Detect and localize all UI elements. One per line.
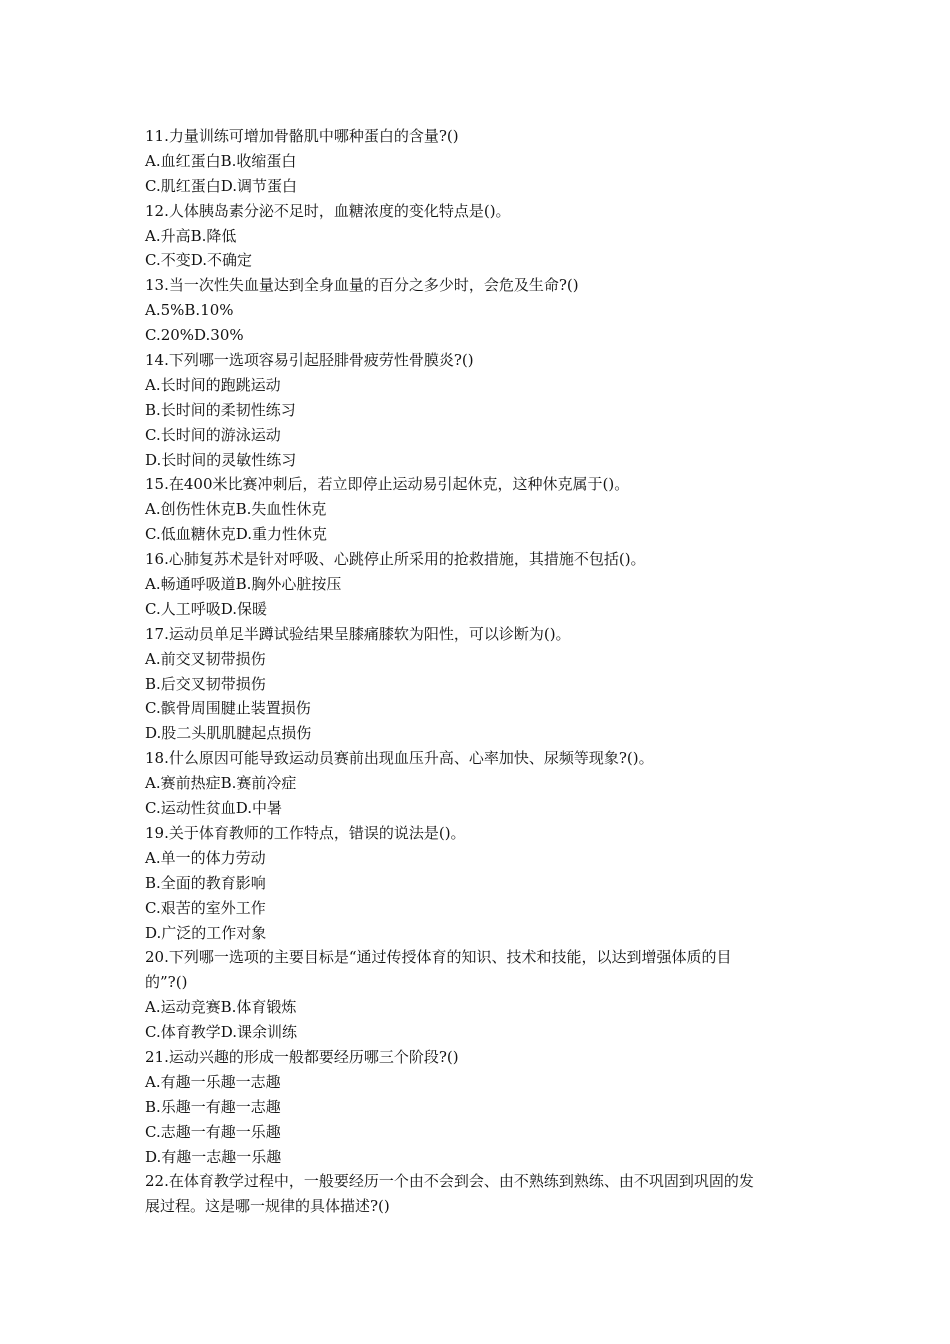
option-line: D.长时间的灵敏性练习 [145,450,297,469]
option-line: C.20%D.30% [145,326,244,345]
question-17: 17.运动员单足半蹲试验结果呈膝痛膝软为阳性，可以诊断为()。 [145,624,571,643]
question-16: 16.心肺复苏术是针对呼吸、心跳停止所采用的抢救措施，其措施不包括()。 [145,550,646,569]
question-11: 11.力量训练可增加骨骼肌中哪种蛋白的含量?() [145,127,459,145]
option-line: C.不变D.不确定 [145,251,252,270]
option-line: C.肌红蛋白D.调节蛋白 [145,176,297,195]
option-line: C.髌骨周围腱止装置损伤 [145,699,311,718]
document-page [145,124,815,1219]
option-line: A.长时间的跑跳运动 [145,375,281,394]
option-line: C.体育教学D.课余训练 [145,1023,297,1042]
option-line: C.运动性贫血D.中暑 [145,799,282,818]
question-14: 14.下列哪一选项容易引起胫腓骨疲劳性骨膜炎?() [145,351,474,370]
option-line: B.全面的教育影响 [145,873,266,892]
question-19: 19.关于体育教师的工作特点，错误的说法是()。 [145,823,466,842]
option-line: A.畅通呼吸道B.胸外心脏按压 [145,575,342,594]
option-line: A.前交叉韧带损伤 [145,649,266,668]
option-line: A.有趣一乐趣一志趣 [145,1072,281,1091]
option-line: C.人工呼吸D.保暖 [145,599,267,618]
option-line: A.创伤性休克B.失血性休克 [145,500,327,519]
question-18: 18.什么原因可能导致运动员赛前出现血压升高、心率加快、尿频等现象?()。 [145,749,654,768]
option-line: B.后交叉韧带损伤 [145,674,266,693]
option-line: A.5%B.10% [145,301,234,320]
option-line: C.低血糖休克D.重力性休克 [145,525,327,544]
question-20-continued: 的”?() [145,973,188,992]
option-line: B.长时间的柔韧性练习 [145,400,296,419]
option-line: A.升高B.降低 [145,226,237,245]
option-line: C.艰苦的室外工作 [145,898,266,917]
question-15: 15.在400米比赛冲刺后，若立即停止运动易引起休克，这种休克属于()。 [145,475,630,494]
option-line: A.运动竞赛B.体育锻炼 [145,998,297,1017]
option-line: B.乐趣一有趣一志趣 [145,1097,281,1116]
option-line: D.股二头肌肌腱起点损伤 [145,724,312,743]
question-22-continued: 展过程。这是哪一规律的具体描述?() [145,1197,390,1216]
option-line: C.志趣一有趣一乐趣 [145,1122,281,1141]
option-line: A.单一的体力劳动 [145,848,266,867]
question-20: 20.下列哪一选项的主要目标是“通过传授体育的知识、技术和技能，以达到增强体质的目 [145,948,732,967]
question-13: 13.当一次性失血量达到全身血量的百分之多少时，会危及生命?() [145,276,579,295]
option-line: A.血红蛋白B.收缩蛋白 [145,151,297,170]
question-22: 22.在体育教学过程中，一般要经历一个由不会到会、由不熟练到熟练、由不巩固到巩固的发 [145,1172,754,1191]
option-line: A.赛前热症B.赛前冷症 [145,774,297,793]
option-line: D.广泛的工作对象 [145,923,267,942]
question-21: 21.运动兴趣的形成一般都要经历哪三个阶段?() [145,1047,459,1066]
option-line: C.长时间的游泳运动 [145,425,281,444]
question-12: 12.人体胰岛素分泌不足时，血糖浓度的变化特点是()。 [145,201,511,220]
option-line: D.有趣一志趣一乐趣 [145,1147,282,1166]
